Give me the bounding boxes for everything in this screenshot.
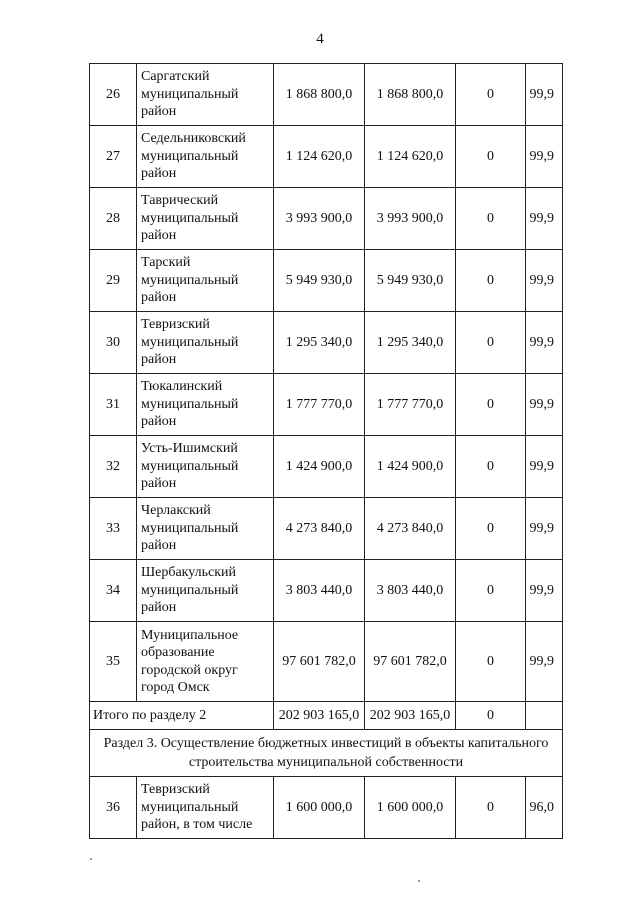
- amount-planned: 1 295 340,0: [274, 312, 365, 374]
- table-row: [90, 126, 563, 188]
- municipality-name: Тевризский муниципальный район, в том числе: [137, 777, 274, 839]
- row-number: 34: [90, 560, 137, 622]
- amount-planned: 3 993 900,0: [274, 188, 365, 250]
- percent: 99,9: [526, 188, 563, 250]
- percent: 99,9: [526, 312, 563, 374]
- amount-actual: 3 993 900,0: [365, 188, 456, 250]
- amount-difference: 0: [456, 374, 526, 436]
- section-header-row: [90, 730, 563, 777]
- percent: 99,9: [526, 64, 563, 126]
- row-number: 36: [90, 777, 137, 839]
- row-number: 29: [90, 250, 137, 312]
- percent: 99,9: [526, 436, 563, 498]
- row-number: 32: [90, 436, 137, 498]
- amount-difference: 0: [456, 126, 526, 188]
- amount-actual: 1 124 620,0: [365, 126, 456, 188]
- amount-difference: 0: [456, 436, 526, 498]
- municipality-name: Таврический муниципальный район: [137, 188, 274, 250]
- municipality-name: Тюкалинский муниципальный район: [137, 374, 274, 436]
- amount-actual: 1 777 770,0: [365, 374, 456, 436]
- amount-planned: 1 424 900,0: [274, 436, 365, 498]
- percent: 99,9: [526, 126, 563, 188]
- amount-actual: 4 273 840,0: [365, 498, 456, 560]
- amount-difference: 0: [456, 188, 526, 250]
- municipality-name: Шербакульский муниципальный район: [137, 560, 274, 622]
- table-row: [90, 777, 563, 839]
- total-label: Итого по разделу 2: [90, 702, 274, 730]
- total-row: [90, 702, 563, 730]
- amount-difference: 0: [456, 777, 526, 839]
- amount-actual: 3 803 440,0: [365, 560, 456, 622]
- section-3-title: Раздел 3. Осуществление бюджетных инвестиций в объекты капитального строительства муниципальной собственности: [90, 730, 563, 777]
- amount-difference: 0: [456, 498, 526, 560]
- table-row: [90, 374, 563, 436]
- row-number: 31: [90, 374, 137, 436]
- table-row: [90, 622, 563, 702]
- amount-actual: 1 424 900,0: [365, 436, 456, 498]
- row-number: 30: [90, 312, 137, 374]
- amount-planned: 1 777 770,0: [274, 374, 365, 436]
- amount-actual: 1 868 800,0: [365, 64, 456, 126]
- row-number: 33: [90, 498, 137, 560]
- table-row: [90, 64, 563, 126]
- budget-table: [89, 63, 563, 839]
- amount-actual: 97 601 782,0: [365, 622, 456, 702]
- table-row: [90, 250, 563, 312]
- amount-actual: 5 949 930,0: [365, 250, 456, 312]
- total-actual: 202 903 165,0: [365, 702, 456, 730]
- total-planned: 202 903 165,0: [274, 702, 365, 730]
- percent: 99,9: [526, 250, 563, 312]
- total-percent: [526, 702, 563, 730]
- page-number: 4: [316, 31, 324, 47]
- municipality-name: Усть-Ишимский муниципальный район: [137, 436, 274, 498]
- municipality-name: Тевризский муниципальный район: [137, 312, 274, 374]
- total-difference: 0: [456, 702, 526, 730]
- scan-speck: [90, 858, 92, 860]
- amount-planned: 1 868 800,0: [274, 64, 365, 126]
- row-number: 27: [90, 126, 137, 188]
- table-row: [90, 498, 563, 560]
- amount-difference: 0: [456, 622, 526, 702]
- table-row: [90, 560, 563, 622]
- percent: 99,9: [526, 560, 563, 622]
- amount-actual: 1 295 340,0: [365, 312, 456, 374]
- percent: 96,0: [526, 777, 563, 839]
- amount-planned: 3 803 440,0: [274, 560, 365, 622]
- municipality-name: Саргатский муниципальный район: [137, 64, 274, 126]
- municipality-name: Седельниковский муниципальный район: [137, 126, 274, 188]
- amount-planned: 4 273 840,0: [274, 498, 365, 560]
- amount-planned: 1 600 000,0: [274, 777, 365, 839]
- row-number: 35: [90, 622, 137, 702]
- percent: 99,9: [526, 374, 563, 436]
- percent: 99,9: [526, 622, 563, 702]
- amount-difference: 0: [456, 560, 526, 622]
- amount-planned: 5 949 930,0: [274, 250, 365, 312]
- row-number: 26: [90, 64, 137, 126]
- amount-difference: 0: [456, 250, 526, 312]
- row-number: 28: [90, 188, 137, 250]
- percent: 99,9: [526, 498, 563, 560]
- amount-planned: 1 124 620,0: [274, 126, 365, 188]
- amount-difference: 0: [456, 312, 526, 374]
- table-row: [90, 312, 563, 374]
- table-row: [90, 436, 563, 498]
- municipality-name: Муниципальное образование городской округ город Омск: [137, 622, 274, 702]
- municipality-name: Тарский муниципальный район: [137, 250, 274, 312]
- amount-planned: 97 601 782,0: [274, 622, 365, 702]
- amount-difference: 0: [456, 64, 526, 126]
- amount-actual: 1 600 000,0: [365, 777, 456, 839]
- municipality-name: Черлакский муниципальный район: [137, 498, 274, 560]
- table-row: [90, 188, 563, 250]
- scan-speck: [418, 880, 420, 882]
